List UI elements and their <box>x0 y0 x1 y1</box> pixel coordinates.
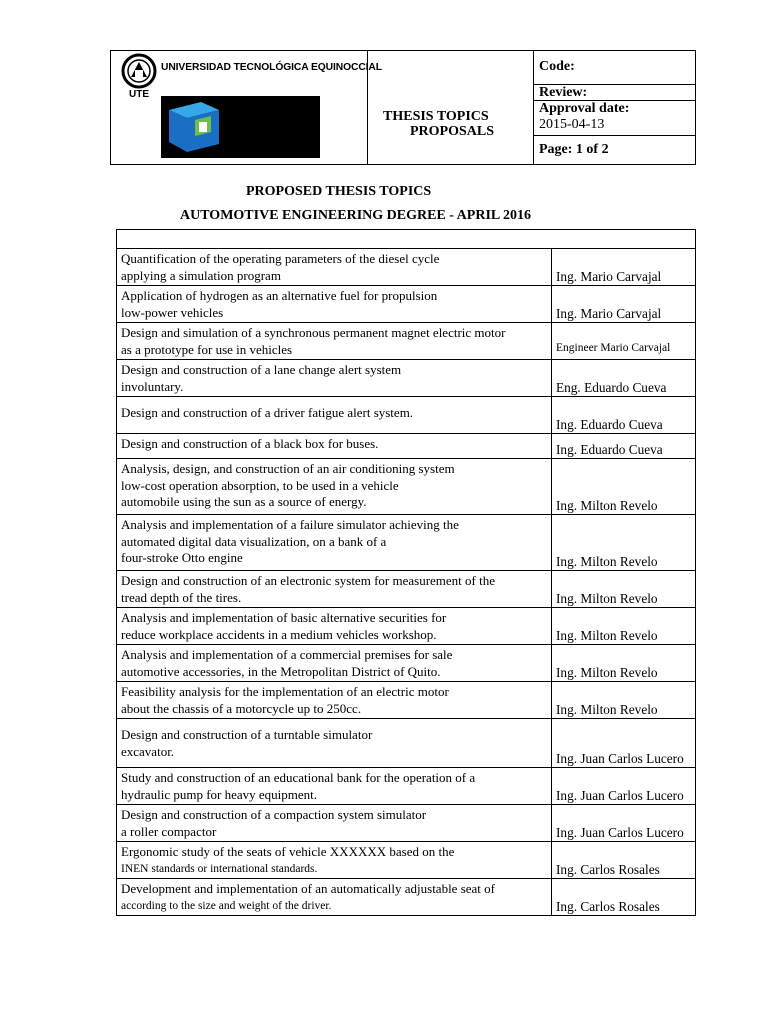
topic-line: Design and construction of a turntable simulator <box>121 727 373 742</box>
review-field: Review: <box>533 85 695 101</box>
university-name: UNIVERSIDAD TECNOLÓGICA EQUINOCCIAL <box>161 62 382 73</box>
topic-cell <box>117 249 552 286</box>
advisor-cell: Ing. Mario Carvajal <box>552 249 696 286</box>
empty-header-cell <box>117 230 696 249</box>
table-row <box>117 360 696 397</box>
topic-line: Design and construction of a compaction system simulator <box>121 807 427 822</box>
approval-field <box>533 101 695 136</box>
university-emblem-icon <box>118 53 160 99</box>
advisor-cell: Ing. Eduardo Cueva <box>552 397 696 434</box>
topic-line: Design and simulation of a synchronous permanent magnet electric motor <box>121 325 506 340</box>
topic-line: Application of hydrogen as an alternative fuel for propulsion <box>121 288 438 303</box>
topic-line: Quantification of the operating parameters of the diesel cycle <box>121 251 440 266</box>
advisor-cell: Ing. Eduardo Cueva <box>552 434 696 459</box>
table-row <box>117 682 696 719</box>
topic-line: automated digital data visualization, on a bank of a <box>121 533 387 549</box>
advisor-cell: Ing. Carlos Rosales <box>552 879 696 916</box>
topic-line: Analysis and implementation of a commercial premises for sale <box>121 647 453 662</box>
heading-degree: AUTOMOTIVE ENGINEERING DEGREE - APRIL 2016 <box>180 208 531 223</box>
topic-line: hydraulic pump for heavy equipment. <box>121 786 318 802</box>
advisor-cell: Ing. Juan Carlos Lucero <box>552 805 696 842</box>
topic-line: Development and implementation of an automatically adjustable seat of <box>121 881 495 896</box>
advisor-cell: Ing. Milton Revelo <box>552 682 696 719</box>
topic-cell <box>117 879 552 916</box>
title-cell <box>367 51 534 164</box>
topic-cell <box>117 768 552 805</box>
topic-line: excavator. <box>121 743 175 759</box>
topic-line: four-stroke Otto engine <box>121 550 243 565</box>
topic-line: involuntary. <box>121 378 184 394</box>
topic-cell <box>117 434 552 459</box>
advisor-cell: Engineer Mario Carvajal <box>552 323 696 360</box>
meta-cell <box>533 51 695 164</box>
approval-label: Approval date: <box>539 101 630 116</box>
table-row <box>117 805 696 842</box>
advisor-cell: Ing. Milton Revelo <box>552 571 696 608</box>
table-row <box>117 249 696 286</box>
topic-line: Feasibility analysis for the implementation of an electric motor <box>121 684 449 699</box>
faculty-logo-icon <box>161 96 320 158</box>
topic-cell <box>117 608 552 645</box>
code-field: Code: <box>533 51 695 85</box>
document-type-title <box>367 109 533 139</box>
topic-cell <box>117 515 552 571</box>
svg-text:UTE: UTE <box>129 89 149 99</box>
topic-cell <box>117 719 552 768</box>
table-row <box>117 842 696 879</box>
table-row <box>117 645 696 682</box>
topic-line: a roller compactor <box>121 823 217 839</box>
topic-line: Analysis and implementation of basic alternative securities for <box>121 610 447 625</box>
table-header-row <box>117 230 696 249</box>
table-row <box>117 608 696 645</box>
page-indicator: Page: 1 of 2 <box>539 142 609 157</box>
title-line-2: PROPOSALS <box>410 124 495 139</box>
advisor-cell: Ing. Milton Revelo <box>552 645 696 682</box>
topic-line: low-power vehicles <box>121 304 224 320</box>
topic-cell <box>117 360 552 397</box>
topic-line: Design and construction of a black box for buses. <box>121 436 379 451</box>
topic-cell <box>117 682 552 719</box>
advisor-cell: Ing. Milton Revelo <box>552 459 696 515</box>
table-row <box>117 459 696 515</box>
topic-line: INEN standards or international standards. <box>121 862 318 875</box>
table-row <box>117 571 696 608</box>
topic-line: Design and construction of an electronic system for measurement of the <box>121 573 495 588</box>
topic-cell <box>117 571 552 608</box>
heading-proposed-topics: PROPOSED THESIS TOPICS <box>246 184 432 199</box>
advisor-cell: Ing. Juan Carlos Lucero <box>552 768 696 805</box>
topic-line: applying a simulation program <box>121 267 281 283</box>
topic-line: tread depth of the tires. <box>121 589 242 605</box>
topic-cell <box>117 805 552 842</box>
advisor-cell: Ing. Milton Revelo <box>552 515 696 571</box>
table-row <box>117 515 696 571</box>
topic-line: Ergonomic study of the seats of vehicle XXXXXX based on the <box>121 844 455 859</box>
topic-line: according to the size and weight of the driver. <box>121 899 332 912</box>
advisor-cell: Ing. Carlos Rosales <box>552 842 696 879</box>
logo-cell <box>111 51 382 164</box>
advisor-cell: Ing. Milton Revelo <box>552 608 696 645</box>
topic-line: as a prototype for use in vehicles <box>121 341 293 357</box>
topics-table <box>116 229 696 916</box>
topic-line: Study and construction of an educational bank for the operation of a <box>121 770 476 785</box>
advisor-cell: Ing. Juan Carlos Lucero <box>552 719 696 768</box>
advisor-cell: Eng. Eduardo Cueva <box>552 360 696 397</box>
topic-line: automotive accessories, in the Metropolitan District of Quito. <box>121 663 441 679</box>
table-row <box>117 397 696 434</box>
topic-line: Analysis and implementation of a failure simulator achieving the <box>121 517 459 532</box>
title-line-1: THESIS TOPICS <box>383 109 489 124</box>
topic-cell <box>117 286 552 323</box>
table-row <box>117 768 696 805</box>
advisor-cell: Ing. Mario Carvajal <box>552 286 696 323</box>
document-header <box>110 50 696 165</box>
topic-cell <box>117 323 552 360</box>
topic-line: about the chassis of a motorcycle up to 250cc. <box>121 700 362 716</box>
topic-cell <box>117 645 552 682</box>
topic-line: Design and construction of a lane change alert system <box>121 362 402 377</box>
topic-line: reduce workplace accidents in a medium vehicles workshop. <box>121 626 437 642</box>
topic-cell <box>117 842 552 879</box>
topic-line: Analysis, design, and construction of an air conditioning system <box>121 461 455 476</box>
table-row <box>117 286 696 323</box>
topic-line: low-cost operation absorption, to be used in a vehicle <box>121 477 399 493</box>
table-row <box>117 434 696 459</box>
table-row <box>117 719 696 768</box>
topic-line: automobile using the sun as a source of energy. <box>121 494 367 509</box>
table-row <box>117 879 696 916</box>
topic-cell <box>117 459 552 515</box>
approval-date: 2015-04-13 <box>539 117 605 132</box>
topic-cell <box>117 397 552 434</box>
table-row <box>117 323 696 360</box>
topic-line: Design and construction of a driver fatigue alert system. <box>121 405 414 420</box>
